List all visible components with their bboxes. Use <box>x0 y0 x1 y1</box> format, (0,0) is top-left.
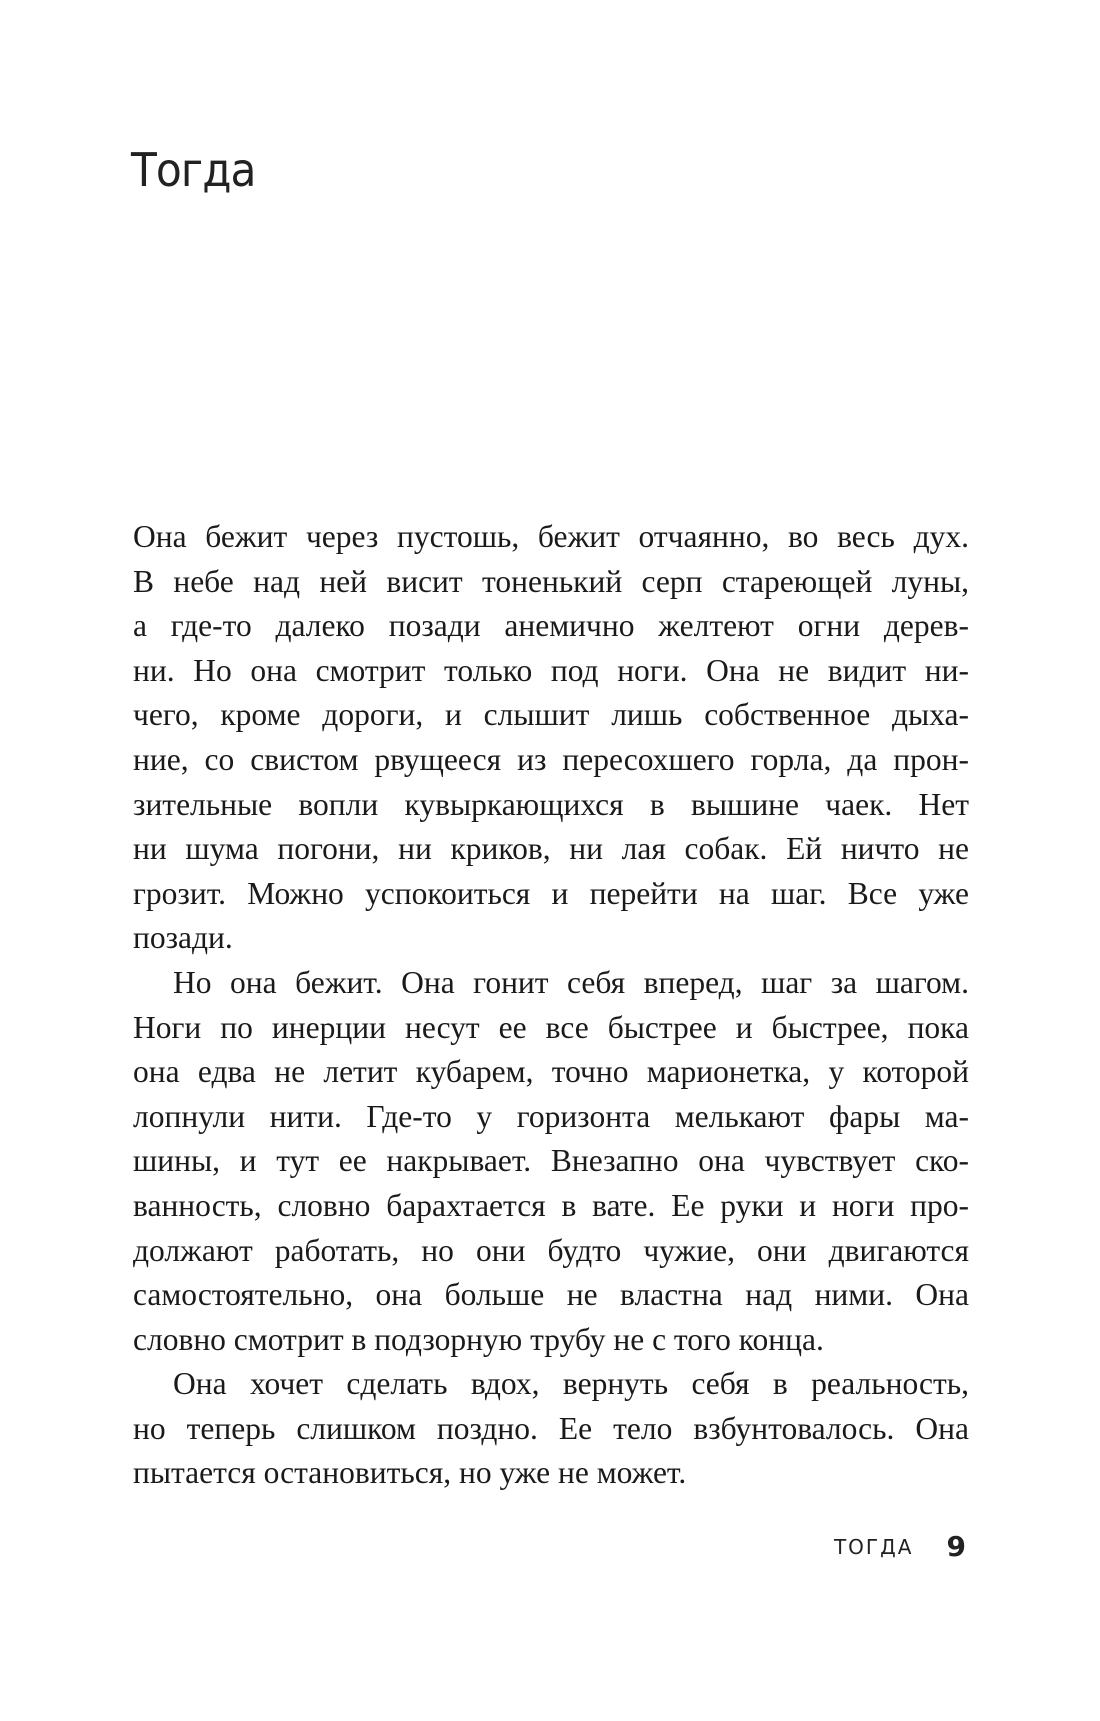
text-line: пытается остановиться, но уже не может. <box>133 1455 687 1491</box>
paragraph <box>133 515 969 961</box>
text-line: она едва не летит кубарем, точно марионетка, у которой <box>133 1054 969 1090</box>
text-line: лопнули нити. Где-то у горизонта мелькают фары ма- <box>133 1098 969 1134</box>
text-line: ние, со свистом рвущееся из пересохшего горла, да прон- <box>133 741 969 777</box>
paragraph <box>133 961 969 1362</box>
body-text <box>133 515 969 1496</box>
text-line: Она хочет сделать вдох, вернуть себя в реальность, <box>173 1366 969 1402</box>
text-line: ванность, словно барахтается в вате. Ее руки и ноги про- <box>133 1187 969 1223</box>
text-line: ни шума погони, ни криков, ни лая собак. Ей ничто не <box>133 831 969 867</box>
page-number: 9 <box>946 1530 966 1563</box>
running-head: ТОГДА <box>833 1534 914 1559</box>
text-line: грозит. Можно успокоиться и перейти на шаг. Все уже <box>133 875 969 911</box>
text-line: ни. Но она смотрит только под ноги. Она не видит ни- <box>133 652 969 688</box>
text-line: чего, кроме дороги, и слышит лишь собственное дыха- <box>133 697 969 733</box>
text-line: зительные вопли кувыркающихся в вышине чаек. Нет <box>133 786 969 822</box>
text-line: словно смотрит в подзорную трубу не с того конца. <box>133 1321 824 1357</box>
text-line: Она бежит через пустошь, бежит отчаянно, во весь дух. <box>133 519 969 554</box>
text-line: Ноги по инерции несут ее все быстрее и быстрее, пока <box>133 1009 969 1045</box>
text-line: а где-то далеко позади анемично желтеют огни дерев- <box>133 608 969 644</box>
text-line: позади. <box>133 920 233 956</box>
text-line: самостоятельно, она больше не властна над ними. Она <box>133 1277 969 1313</box>
text-line: Но она бежит. Она гонит себя вперед, шаг за шагом. <box>173 964 969 1000</box>
text-line: но теперь слишком поздно. Ее тело взбунтовалось. Она <box>133 1410 969 1446</box>
text-line: шины, и тут ее накрывает. Внезапно она чувствует ско- <box>133 1143 969 1179</box>
page-footer <box>0 1530 966 1563</box>
text-line: должают работать, но они будто чужие, они двигаются <box>133 1232 969 1268</box>
text-line: В небе над ней висит тоненький серп стареющей луны, <box>133 563 969 599</box>
paragraph <box>133 1362 969 1496</box>
chapter-title: Тогда <box>131 142 256 197</box>
